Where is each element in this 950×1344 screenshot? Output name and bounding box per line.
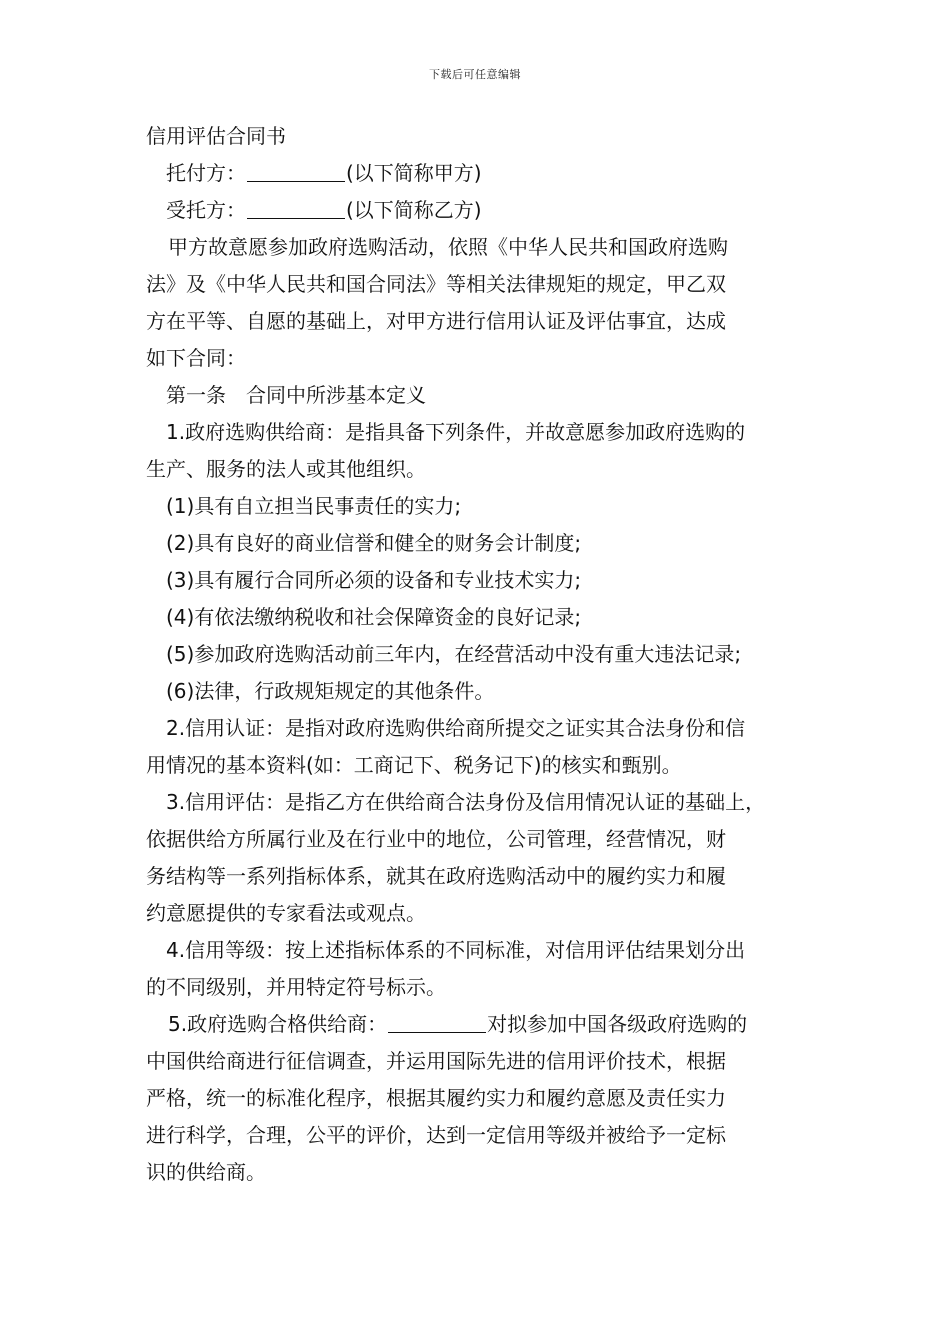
party-a-blank bbox=[247, 159, 345, 182]
article-heading: 第一条 合同中所涉基本定义 bbox=[166, 383, 426, 407]
party-b-line bbox=[146, 192, 810, 229]
condition-item: (3)具有履行合同所必须的设备和专业技术实力; bbox=[166, 568, 582, 592]
definition-line: 生产、服务的法人或其他组织。 bbox=[146, 457, 426, 481]
definition-line: 识的供给商。 bbox=[146, 1160, 266, 1184]
party-b-label: 受托方： bbox=[166, 198, 246, 222]
definition-line: 进行科学，合理，公平的评价，达到一定信用等级并被给予一定标 bbox=[146, 1123, 726, 1147]
definition-line: 3.信用评估：是指乙方在供给商合法身份及信用情况认证的基础上， bbox=[166, 790, 766, 814]
intro-line: 甲方故意愿参加政府选购活动，依照《中华人民共和国政府选购 bbox=[168, 235, 728, 259]
condition-item: (4)有依法缴纳税收和社会保障资金的良好记录; bbox=[166, 605, 582, 629]
definition-5-suffix: 对拟参加中国各级政府选购的 bbox=[487, 1012, 748, 1036]
definition-line: 严格，统一的标准化程序，根据其履约实力和履约意愿及责任实力 bbox=[146, 1086, 726, 1110]
condition-item: (6)法律，行政规矩规定的其他条件。 bbox=[166, 679, 495, 703]
intro-line: 方在平等、自愿的基础上，对甲方进行信用认证及评估事宜，达成 bbox=[146, 309, 726, 333]
definition-line: 约意愿提供的专家看法或观点。 bbox=[146, 901, 426, 925]
definition-5-first-line bbox=[146, 1006, 810, 1043]
definition-line: 依据供给方所属行业及在行业中的地位，公司管理，经营情况，财 bbox=[146, 827, 726, 851]
definition-line: 务结构等一系列指标体系，就其在政府选购活动中的履约实力和履 bbox=[146, 864, 726, 888]
definition-line: 4.信用等级：按上述指标体系的不同标准，对信用评估结果划分出 bbox=[166, 938, 746, 962]
definition-line: 2.信用认证：是指对政府选购供给商所提交之证实其合法身份和信 bbox=[166, 716, 746, 740]
definition-line: 用情况的基本资料(如：工商记下、税务记下)的核实和甄别。 bbox=[146, 753, 682, 777]
definition-5-prefix: 5.政府选购合格供给商： bbox=[168, 1012, 388, 1036]
definition-line: 中国供给商进行征信调查，并运用国际先进的信用评价技术，根据 bbox=[146, 1049, 726, 1073]
condition-item: (2)具有良好的商业信誉和健全的财务会计制度; bbox=[166, 531, 582, 555]
condition-item: (5)参加政府选购活动前三年内，在经营活动中没有重大违法记录; bbox=[166, 642, 742, 666]
definition-5-blank bbox=[388, 1010, 486, 1033]
party-a-label: 托付方： bbox=[166, 161, 246, 185]
condition-item: (1)具有自立担当民事责任的实力; bbox=[166, 494, 462, 518]
contract-title: 信用评估合同书 bbox=[146, 124, 286, 148]
definition-line: 1.政府选购供给商：是指具备下列条件，并故意愿参加政府选购的 bbox=[166, 420, 746, 444]
party-a-suffix: (以下简称甲方) bbox=[346, 161, 482, 185]
intro-line: 如下合同： bbox=[146, 346, 246, 370]
page-header-note: 下载后可任意编辑 bbox=[429, 68, 521, 81]
contract-body bbox=[146, 118, 810, 1191]
definition-line: 的不同级别，并用特定符号标示。 bbox=[146, 975, 446, 999]
intro-line: 法》及《中华人民共和国合同法》等相关法律规矩的规定，甲乙双 bbox=[146, 272, 726, 296]
party-b-blank bbox=[247, 196, 345, 219]
party-b-suffix: (以下简称乙方) bbox=[346, 198, 482, 222]
party-a-line bbox=[146, 155, 810, 192]
